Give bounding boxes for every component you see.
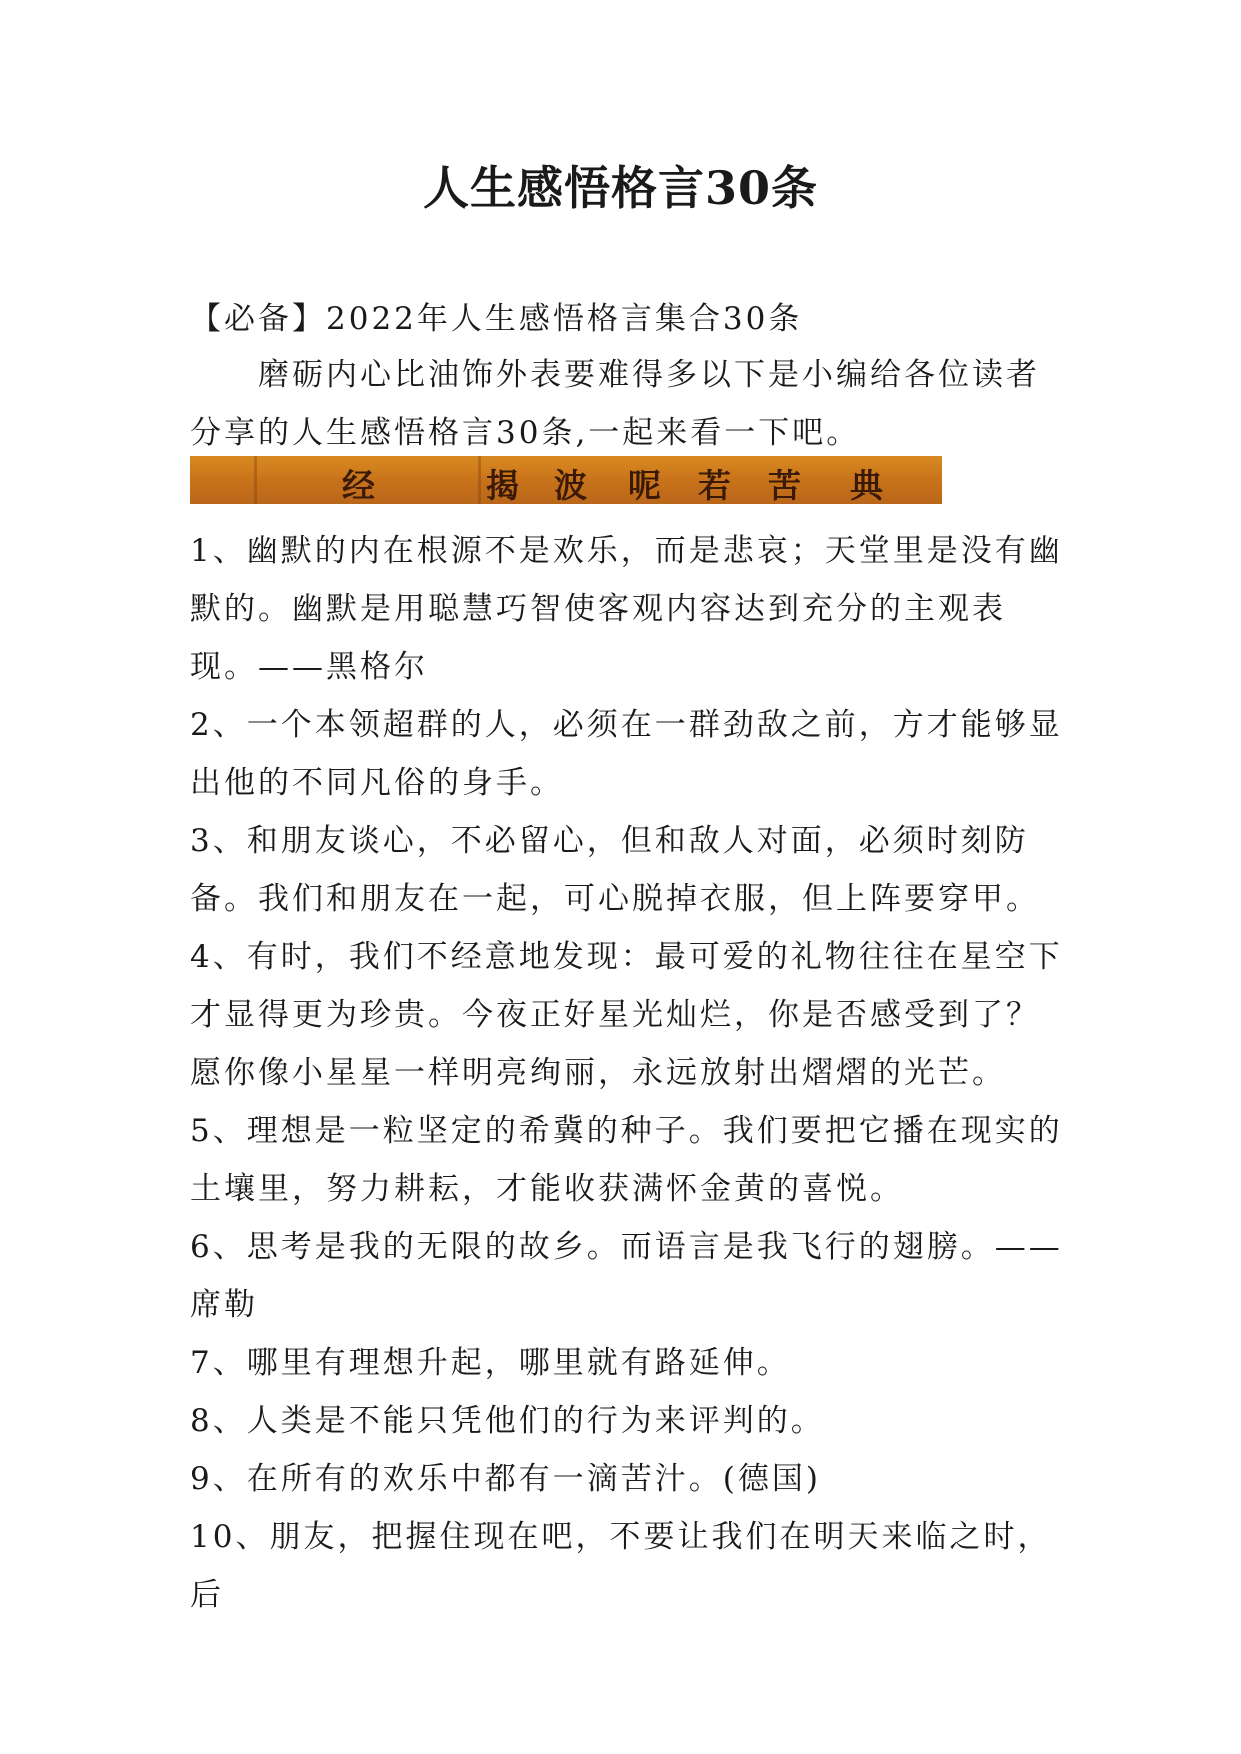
banner-char: 典 [850,466,883,504]
subtitle: 【必备】2022年人生感悟格言集合30条 [190,301,803,337]
banner-char: 经 [342,466,375,504]
banner-char: 若 [698,466,731,504]
banner-char: 揭 [486,466,519,504]
quote-item: 8、人类是不能只凭他们的行为来评判的。 [190,1403,825,1439]
quote-item: 6、思考是我的无限的故乡。而语言是我飞行的翅膀。——席勒 [190,1229,1063,1323]
quote-list [190,522,1065,1624]
banner-char: 苦 [768,466,801,504]
banner-char: 呢 [628,466,661,504]
document-title: 人生感悟格言30条 [422,161,818,215]
quote-item: 1、幽默的内在根源不是欢乐，而是悲哀；天堂里是没有幽默的。幽默是用聪慧巧智使客观内容达到充分的主观表现。——黑格尔 [190,533,1063,685]
quote-item: 10、朋友，把握住现在吧，不要让我们在明天来临之时，后 [190,1519,1052,1613]
quote-item: 5、理想是一粒坚定的希冀的种子。我们要把它播在现实的土壤里，努力耕耘，才能收获满怀金黄的喜悦。 [190,1113,1063,1207]
quote-item: 2、一个本领超群的人，必须在一群劲敌之前，方才能够显出他的不同凡俗的身手。 [190,707,1063,801]
calligraphy-banner-image [190,456,942,504]
quote-item: 4、有时，我们不经意地发现：最可爱的礼物往往在星空下才显得更为珍贵。今夜正好星光灿烂，你是否感受到了？愿你像小星星一样明亮绚丽，永远放射出熠熠的光芒。 [190,939,1063,1091]
banner-char: 波 [554,466,587,504]
quote-item: 7、哪里有理想升起，哪里就有路延伸。 [190,1345,791,1381]
quote-item: 9、在所有的欢乐中都有一滴苦汁。(德国) [190,1461,821,1497]
banner-characters [190,460,942,504]
intro-paragraph: 磨砺内心比油饰外表要难得多以下是小编给各位读者分享的人生感悟格言30条,一起来看一下吧。 [190,357,1040,451]
quote-item: 3、和朋友谈心，不必留心，但和敌人对面，必须时刻防备。我们和朋友在一起，可心脱掉衣服，但上阵要穿甲。 [190,823,1040,917]
